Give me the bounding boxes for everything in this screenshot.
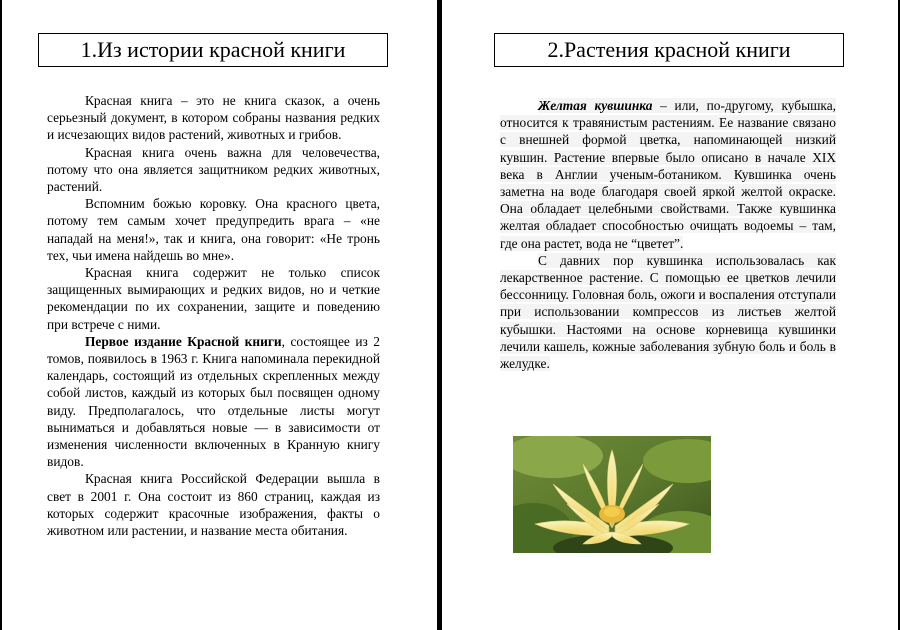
left-paragraph-5-text: , состоящее из 2 томов, появилось в 1963 г. Книга напоминала перекидной календарь, состоящий из отдельных скрепленных между собой листов, каждый из которых был посвящен одному виду. Предполагалось, что отдельные листы могут выниматься и добавляться новые — в зависимости от изменения численности включенных в Кранную книгу видов.: [47, 333, 380, 470]
left-page-title: 1.Из истории красной книги: [38, 33, 388, 67]
first-edition-heading: Первое издание Красной книги: [85, 333, 282, 349]
left-paragraph-5: [47, 333, 380, 471]
left-paragraph-1: Красная книга – это не книга сказок, а очень серьезный документ, в котором собраны названия редких и исчезающих видов растений, животных и грибов.: [47, 93, 380, 143]
right-paragraph-2-text: С давних пор кувшинка использовалась как лекарственное растение. С помощью ее цветков лечили бессонницу. Головная боль, ожоги и воспаления отступали при использовании компрессов из листьев желтой кубышки. Настоями на основе корневища кувшинки лечили кашель, кожные заболевания зубную боль и боль в желудке.: [500, 252, 836, 372]
right-page-title: 2.Растения красной книги: [494, 33, 844, 67]
left-paragraph-6: Красная книга Российской Федерации вышла в свет в 2001 г. Она состоит из 860 страниц, каждая из которых содержит красочные изображения, факты о животном или растении, и название места обитания.: [47, 471, 380, 539]
left-page-body: [47, 92, 380, 539]
left-paragraph-3: Вспомним божью коровку. Она красного цвета, потому тем самым хочет предупредить врага – «не нападай на меня!», так и книга, она говорит: «Не тронь тех, чьи имена найдешь во мне».: [47, 196, 380, 263]
right-page: [442, 0, 898, 630]
left-page: [2, 0, 437, 630]
yellow-water-lily-term: Желтая кувшинка: [538, 98, 653, 113]
right-paragraph-2: [500, 252, 836, 372]
left-paragraph-4: Красная книга содержит не только список защищенных вымирающих и редких видов, но и четкие рекомендации по их сохранении, защите и поведению при встрече с ними.: [47, 265, 380, 332]
right-page-body: [500, 97, 836, 372]
right-paragraph-1-text: – или, по-другому, кубышка, относится к травянистым растениям. Ее название связано с внешней формой цветка, напоминающей низкий кувшин. Растение впервые было описано в начале XIX века в Англии ученым-ботаником. Кувшинка очень заметна на воде благодаря своей яркой желтой окраске. Она обладает целебными свойствами. Также кувшинка желтая обладает способностью очищать водоемы – там, где она растет, вода не “цветет”.: [500, 98, 837, 251]
yellow-water-lily-photo: [513, 436, 711, 553]
left-paragraph-2: Красная книга очень важна для человечества, потому что она является защитником редких животных, растений.: [47, 144, 380, 195]
right-paragraph-1: [500, 97, 836, 252]
